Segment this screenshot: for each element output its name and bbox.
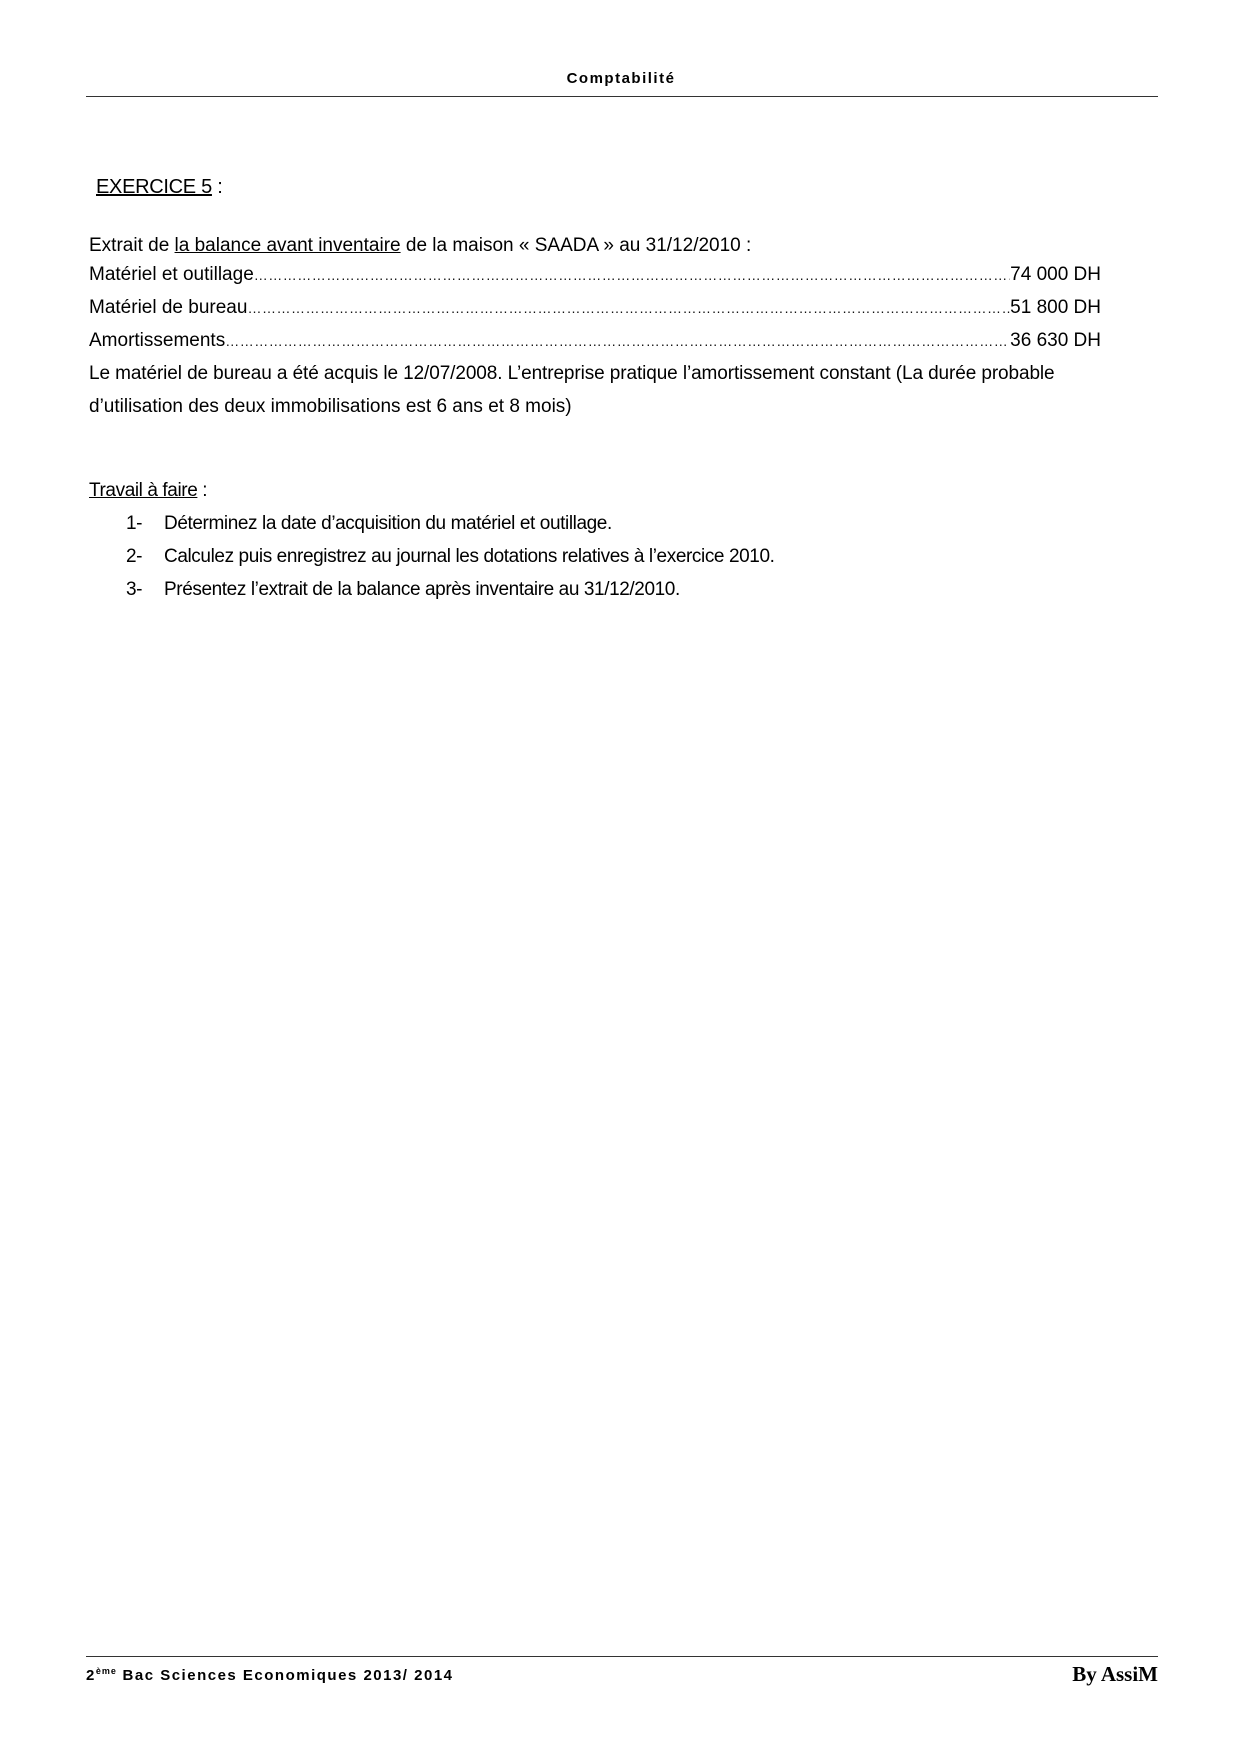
- task-text: Présentez l’extrait de la balance après inventaire au 31/12/2010.: [164, 579, 680, 600]
- balance-row: [89, 297, 1101, 319]
- intro-prefix: Extrait de: [89, 235, 175, 256]
- work-title-colon: :: [197, 480, 208, 501]
- header-divider: [86, 96, 1158, 97]
- exercise-title: [96, 176, 222, 199]
- list-item: [126, 546, 775, 579]
- balance-amount: 74 000 DH: [1010, 264, 1101, 285]
- list-item: [126, 579, 775, 612]
- task-list: [126, 513, 775, 612]
- intro-balance-label: la balance avant inventaire: [174, 235, 401, 256]
- task-text: Déterminez la date d’acquisition du matériel et outillage.: [164, 513, 612, 534]
- exercise-title-text: EXERCICE 5: [96, 176, 212, 198]
- exercise-title-colon: :: [211, 176, 223, 198]
- footer-divider: [86, 1656, 1158, 1657]
- intro-line: [89, 235, 751, 257]
- footer-level: 2: [86, 1667, 96, 1684]
- task-text: Calculez puis enregistrez au journal les dotations relatives à l’exercice 2010.: [164, 546, 775, 567]
- page-header-title: Comptabilité: [566, 70, 676, 87]
- dot-leader: [247, 300, 1010, 316]
- work-title: [89, 480, 207, 502]
- statement-line-2: d’utilisation des deux immobilisations est 6 ans et 8 mois): [89, 396, 572, 417]
- work-title-text: Travail à faire: [89, 480, 198, 501]
- balance-label: Amortissements: [89, 330, 226, 351]
- balance-row: [89, 264, 1101, 286]
- footer-author: By AssiM: [1072, 1662, 1158, 1686]
- balance-amount: 36 630 DH: [1010, 330, 1101, 351]
- task-number: 2-: [126, 546, 143, 567]
- intro-suffix: » au 31/12/2010 :: [598, 235, 752, 256]
- footer-level-suffix: ème: [95, 1666, 117, 1676]
- balance-label: Matériel et outillage: [89, 264, 254, 285]
- intro-company: SAADA: [534, 235, 599, 256]
- footer-program: Bac Sciences Economiques 2013/ 2014: [116, 1667, 454, 1684]
- balance-amount: 51 800 DH: [1010, 297, 1101, 318]
- dot-leader: [254, 267, 1010, 283]
- task-number: 1-: [126, 513, 143, 534]
- balance-label: Matériel de bureau: [89, 297, 248, 318]
- statement-line-1: Le matériel de bureau a été acquis le 12/07/2008. L’entreprise pratique l’amortissement constant (La durée probable: [89, 363, 1055, 384]
- intro-middle: de la maison «: [400, 235, 535, 256]
- footer-course: [86, 1666, 454, 1684]
- list-item: [126, 513, 775, 546]
- balance-row: [89, 330, 1101, 352]
- task-number: 3-: [126, 579, 143, 600]
- dot-leader: [225, 333, 1010, 349]
